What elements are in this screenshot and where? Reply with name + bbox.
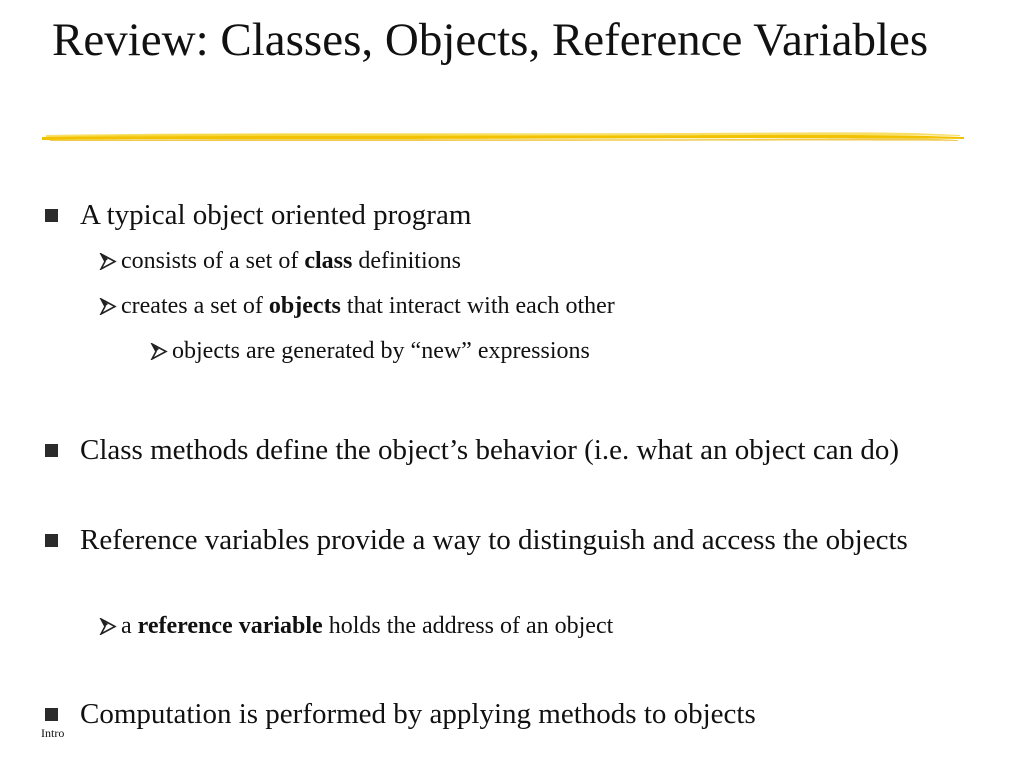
sub-bullet-text: consists of a set of class definitions [121, 248, 461, 274]
square-bullet-icon [45, 444, 58, 457]
bold-term: class [304, 248, 353, 274]
bullet-text: A typical object oriented program [80, 199, 472, 231]
square-bullet-icon [45, 209, 58, 222]
bullet-text: Computation is performed by applying methods to objects [80, 698, 756, 730]
arrowhead-bullet-icon [99, 298, 117, 315]
square-bullet-icon [45, 534, 58, 547]
bullet-text: Reference variables provide a way to distinguish and access the objects [80, 524, 908, 556]
slide-footer: Intro [41, 726, 65, 740]
sub-sub-bullet-text: objects are generated by “new” expressions [172, 338, 590, 364]
sub-bullet-text: a reference variable holds the address of an object [121, 613, 614, 639]
sub-bullet-text: creates a set of objects that interact with each other [121, 293, 615, 319]
bold-term: objects [268, 293, 341, 319]
arrowhead-bullet-icon [99, 618, 117, 635]
arrowhead-bullet-icon [99, 253, 117, 270]
title-underline [40, 128, 966, 144]
arrowhead-bullet-icon [150, 343, 168, 360]
square-bullet-icon [45, 708, 58, 721]
slide-title: Review: Classes, Objects, Reference Variables [52, 14, 929, 66]
bold-term: reference variable [137, 613, 323, 639]
bullet-text: Class methods define the object’s behavior (i.e. what an object can do) [80, 434, 899, 466]
